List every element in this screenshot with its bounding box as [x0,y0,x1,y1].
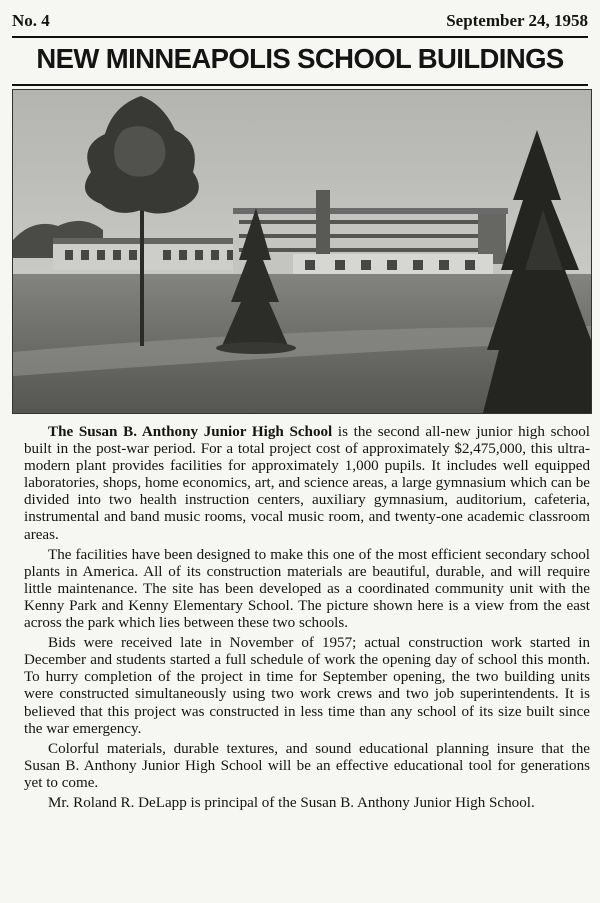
school-name: The Susan B. Anthony Junior High School [48,424,333,440]
headline-rule [12,84,588,86]
issue-header [12,8,588,34]
issue-date: September 24, 1958 [446,11,588,30]
article-paragraph-3: Bids were received late in November of 1957; actual construction work started in December and students started a full schedule of work the opening day of school this month. To hurry completion of the project in time for September opening, the two building units were constructed simultaneously using two work crews and two job superintendents. It is believed that this project was constructed in less time than any school of its size built since the war emergency. [24,635,590,737]
article-paragraph-2: The facilities have been designed to make this one of the most efficient secondary school plants in America. All of its construction materials are beautiful, durable, and will require little maintenance. The site has been developed as a coordinated community unit with the Kenny Park and Kenny Elementary School. The picture shown here is a view from the east across the park which lies between these two schools. [24,546,590,632]
article-paragraph-5: Mr. Roland R. DeLapp is principal of the Susan B. Anthony Junior High School. [48,794,535,811]
headline: NEW MINNEAPOLIS SCHOOL BUILDINGS [36,43,564,74]
header-rule [12,36,588,38]
school-building-photo [12,89,592,414]
article-paragraph-1 [24,424,590,544]
article-body [24,424,590,815]
article-paragraph-4: Colorful materials, durable textures, and sound educational planning insure that the Susan B. Anthony Junior High School will be an effective educational tool for generations yet to come. [24,740,590,791]
issue-number: No. 4 [12,11,50,30]
paragraph-1-text: is the second all-new junior high school built in the post-war period. For a total project cost of approximately $2,475,000, this ultra-modern plant provides facilities for approximately 1,000 pupils. It includes well equipped laboratories, shops, home economics, art, and science areas, a large gymnasium which can be divided into two health instruction centers, auxiliary gymnasium, auditorium, cafeteria, instrumental and band music rooms, vocal music room, and twenty-one academic classroom areas. [24,424,590,543]
